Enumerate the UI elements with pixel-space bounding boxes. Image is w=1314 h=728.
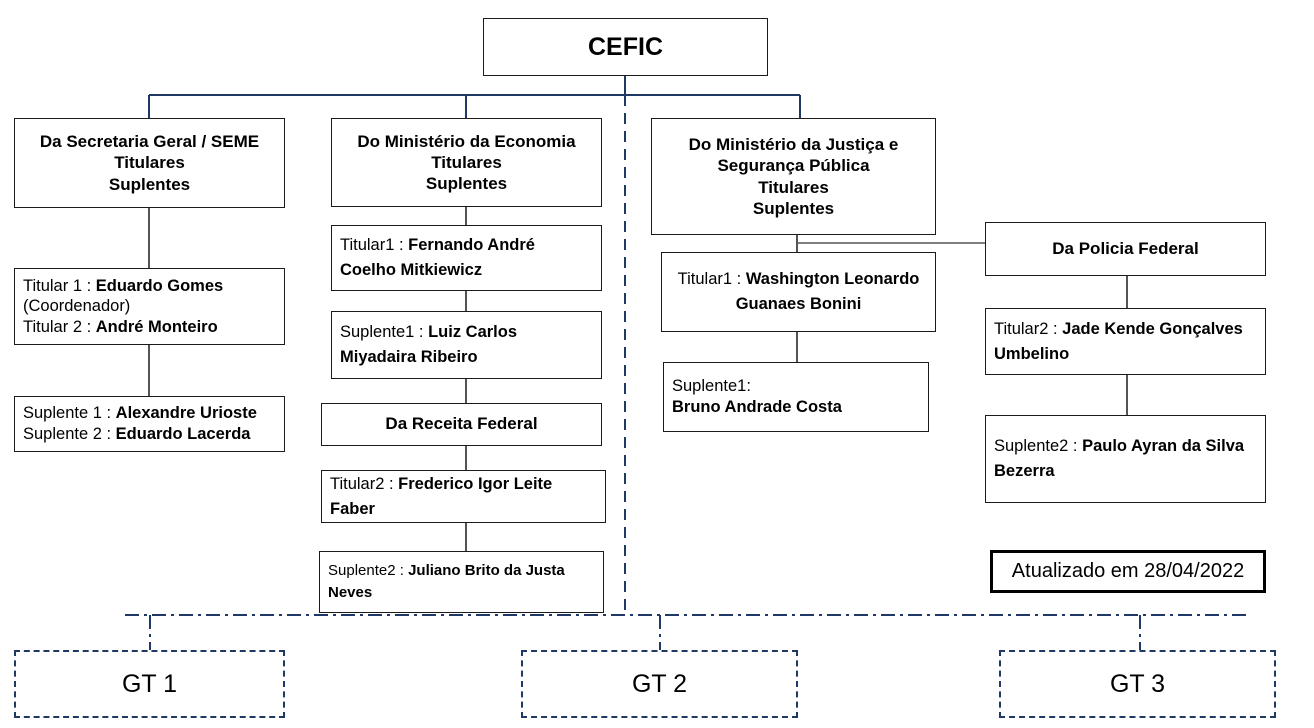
policia-suplente2-text	[994, 434, 1257, 484]
seme-coordenador-note: (Coordenador)	[23, 297, 131, 316]
policia-suplente2-name: Paulo Ayran da Silva Bezerra	[994, 437, 1245, 480]
seme-header-line-1: Da Secretaria Geral / SEME	[39, 132, 260, 152]
justica-header-line-3: Titulares	[758, 177, 829, 197]
economia-titular2-name: Frederico Igor Leite Faber	[330, 474, 553, 518]
justica-suplente1-name: Bruno Andrade Costa	[672, 398, 842, 416]
node-justica-suplente1[interactable]	[663, 362, 929, 432]
economia-header-line-3: Suplentes	[425, 174, 508, 194]
seme-titular-2	[23, 317, 276, 338]
gt-3-label: GT 3	[1109, 669, 1166, 698]
economia-titular2-prefix: Titular2 :	[330, 474, 399, 493]
node-policia-titular2[interactable]	[985, 308, 1266, 375]
node-seme-suplentes[interactable]	[14, 396, 285, 452]
seme-titular-1-prefix: Titular 1 :	[23, 276, 96, 295]
node-cefic-label: CEFIC	[588, 32, 663, 61]
node-justica-header[interactable]	[651, 118, 936, 235]
seme-suplente-1-prefix: Suplente 1 :	[23, 404, 116, 423]
seme-suplente-2	[23, 424, 276, 445]
last-updated-text: Atualizado em 28/04/2022	[1011, 560, 1245, 582]
economia-suplente2-name: Juliano Brito da Justa Neves	[328, 561, 565, 601]
economia-suplente1-text	[340, 320, 593, 370]
node-economia-header[interactable]	[331, 118, 602, 207]
node-economia-titular2[interactable]	[321, 470, 606, 523]
seme-titular-1	[23, 276, 276, 297]
justica-header-line-2: Segurança Pública	[717, 156, 870, 176]
economia-header-line-1: Do Ministério da Economia	[357, 131, 576, 151]
justica-header-line-4: Suplentes	[752, 198, 835, 218]
economia-titular1-text	[340, 233, 593, 283]
gt-2-label: GT 2	[631, 669, 688, 698]
seme-titular-2-name: André Monteiro	[95, 317, 218, 336]
node-seme-titulares[interactable]	[14, 268, 285, 345]
seme-suplente-1	[23, 403, 276, 424]
seme-suplente-2-name: Eduardo Lacerda	[115, 425, 251, 443]
economia-header-line-2: Titulares	[431, 152, 502, 172]
justica-titular1-prefix: Titular1 :	[677, 270, 746, 289]
seme-header-line-2: Titulares	[114, 153, 185, 173]
economia-titular1-name: Fernando André Coelho Mitkiewicz	[340, 236, 535, 279]
economia-titular1-prefix: Titular1 :	[340, 236, 409, 255]
node-economia-titular1[interactable]	[331, 225, 602, 291]
justica-titular1-text	[670, 267, 927, 317]
node-policia-suplente2[interactable]	[985, 415, 1266, 503]
justica-titular1-name: Washington Leonardo Guanaes Bonini	[735, 270, 920, 313]
economia-suplente2-prefix: Suplente2 :	[328, 561, 409, 579]
seme-suplente-1-name: Alexandre Urioste	[115, 404, 257, 423]
policia-titular2-prefix: Titular2 :	[994, 319, 1063, 338]
node-cefic[interactable]	[483, 18, 768, 76]
node-justica-titular1[interactable]	[661, 252, 936, 332]
justica-header-line-1: Do Ministério da Justiça e	[688, 135, 899, 154]
seme-titular-2-prefix: Titular 2 :	[23, 317, 96, 336]
node-seme-header[interactable]	[14, 118, 285, 208]
seme-header-line-3: Suplentes	[108, 174, 191, 194]
policia-titular2-text	[994, 317, 1257, 367]
node-gt-1[interactable]	[14, 650, 285, 718]
node-economia-suplente2[interactable]	[319, 551, 604, 613]
policia-suplente2-prefix: Suplente2 :	[994, 437, 1083, 456]
seme-suplente-2-prefix: Suplente 2 :	[23, 425, 116, 443]
receita-federal-label: Da Receita Federal	[385, 414, 538, 434]
economia-suplente1-name: Luiz Carlos Miyadaira Ribeiro	[340, 323, 518, 366]
gt-1-label: GT 1	[121, 669, 178, 698]
economia-suplente1-prefix: Suplente1 :	[340, 323, 429, 342]
last-updated-stamp	[990, 550, 1266, 593]
node-gt-2[interactable]	[521, 650, 798, 718]
justica-suplente1-prefix: Suplente1:	[672, 377, 751, 396]
node-economia-suplente1[interactable]	[331, 311, 602, 379]
node-receita-federal-header[interactable]	[321, 403, 602, 446]
node-policia-federal-header[interactable]	[985, 222, 1266, 276]
seme-titular-1-name: Eduardo Gomes	[95, 276, 224, 295]
policia-federal-label: Da Policia Federal	[1052, 238, 1199, 258]
economia-suplente2-text	[328, 560, 595, 605]
node-gt-3[interactable]	[999, 650, 1276, 718]
policia-titular2-name: Jade Kende Gonçalves Umbelino	[994, 319, 1243, 363]
economia-titular2-text	[330, 472, 597, 522]
